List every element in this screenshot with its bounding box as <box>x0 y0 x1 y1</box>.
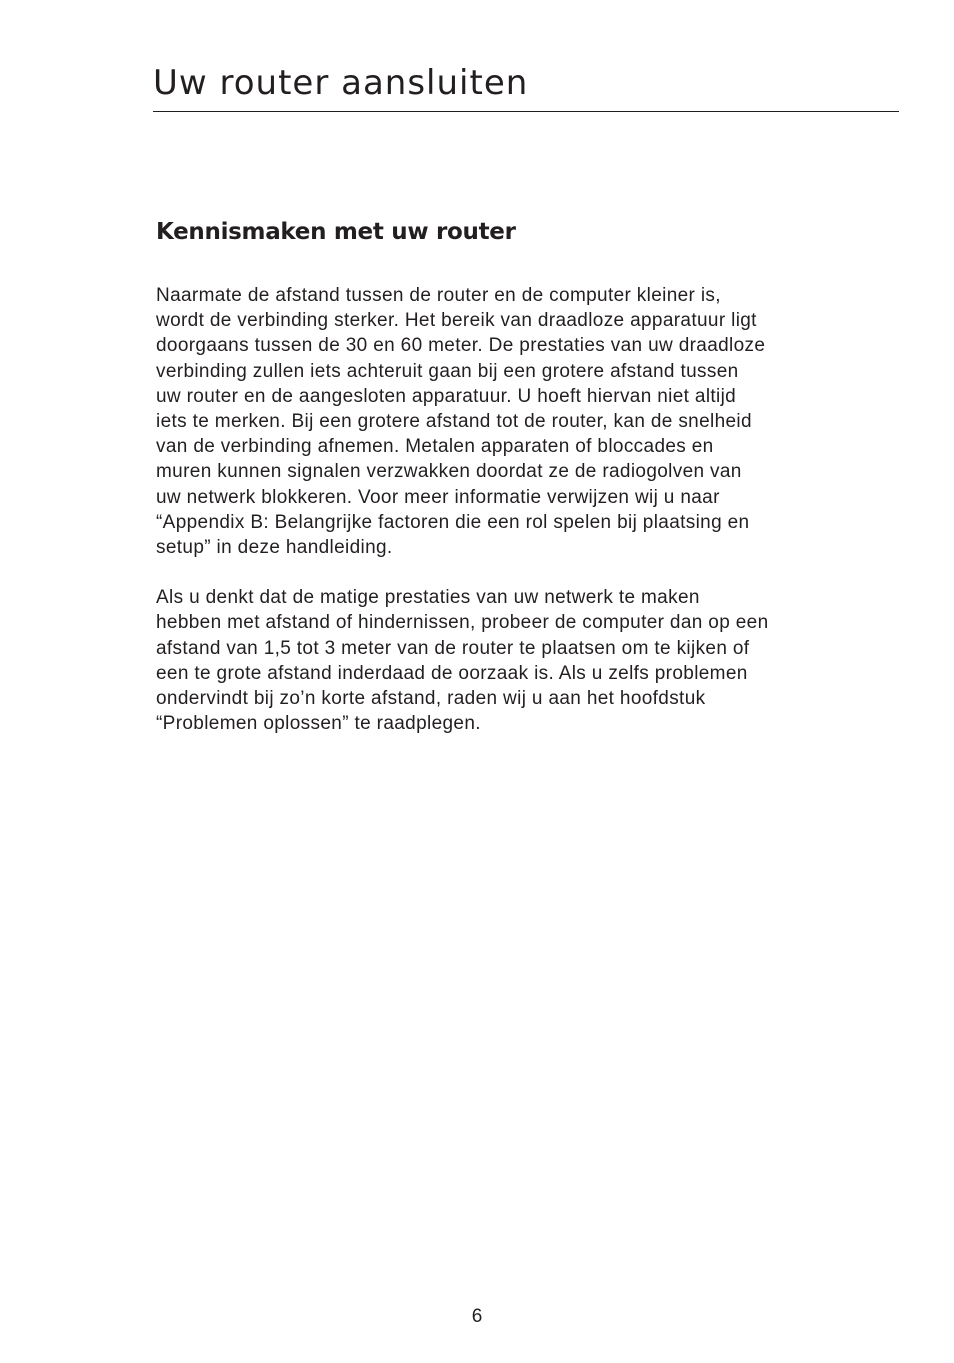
section-heading: Kennismaken met uw router <box>156 219 516 245</box>
body-paragraph: Naarmate de afstand tussen de router en de computer kleiner is, wordt de verbinding sterker. Het bereik van draadloze apparatuur ligt doorgaans tussen de 30 en 60 meter. De prestaties van uw draadloze verbinding zullen iets achteruit gaan bij een grotere afstand tussen uw router en de aangesloten apparatuur. U hoeft hiervan niet altijd iets te merken. Bij een grotere afstand tot de router, kan de snelheid van de verbinding afnemen. Metalen apparaten of bloccades en muren kunnen signalen verzwakken doordat ze de radiogolven van uw netwerk blokkeren. Voor meer informatie verwijzen wij u naar “Appendix B: Belangrijke factoren die een rol spelen bij plaatsing en setup” in deze handleiding. <box>156 285 766 559</box>
chapter-title: Uw router aansluiten <box>153 63 529 103</box>
page-number: 6 <box>471 1306 483 1327</box>
page-header <box>153 60 899 106</box>
body-paragraph: Als u denkt dat de matige prestaties van uw netwerk te maken hebben met afstand of hindernissen, probeer de computer dan op een afstand van 1,5 tot 3 meter van de router te plaatsen om te kijken of een te grote afstand inderdaad de oorzaak is. Als u zelfs problemen ondervindt bij zo’n korte afstand, raden wij u aan het hoofdstuk “Problemen oplossen” te raadplegen. <box>156 587 769 735</box>
content-section <box>156 215 876 736</box>
header-divider <box>153 111 899 112</box>
